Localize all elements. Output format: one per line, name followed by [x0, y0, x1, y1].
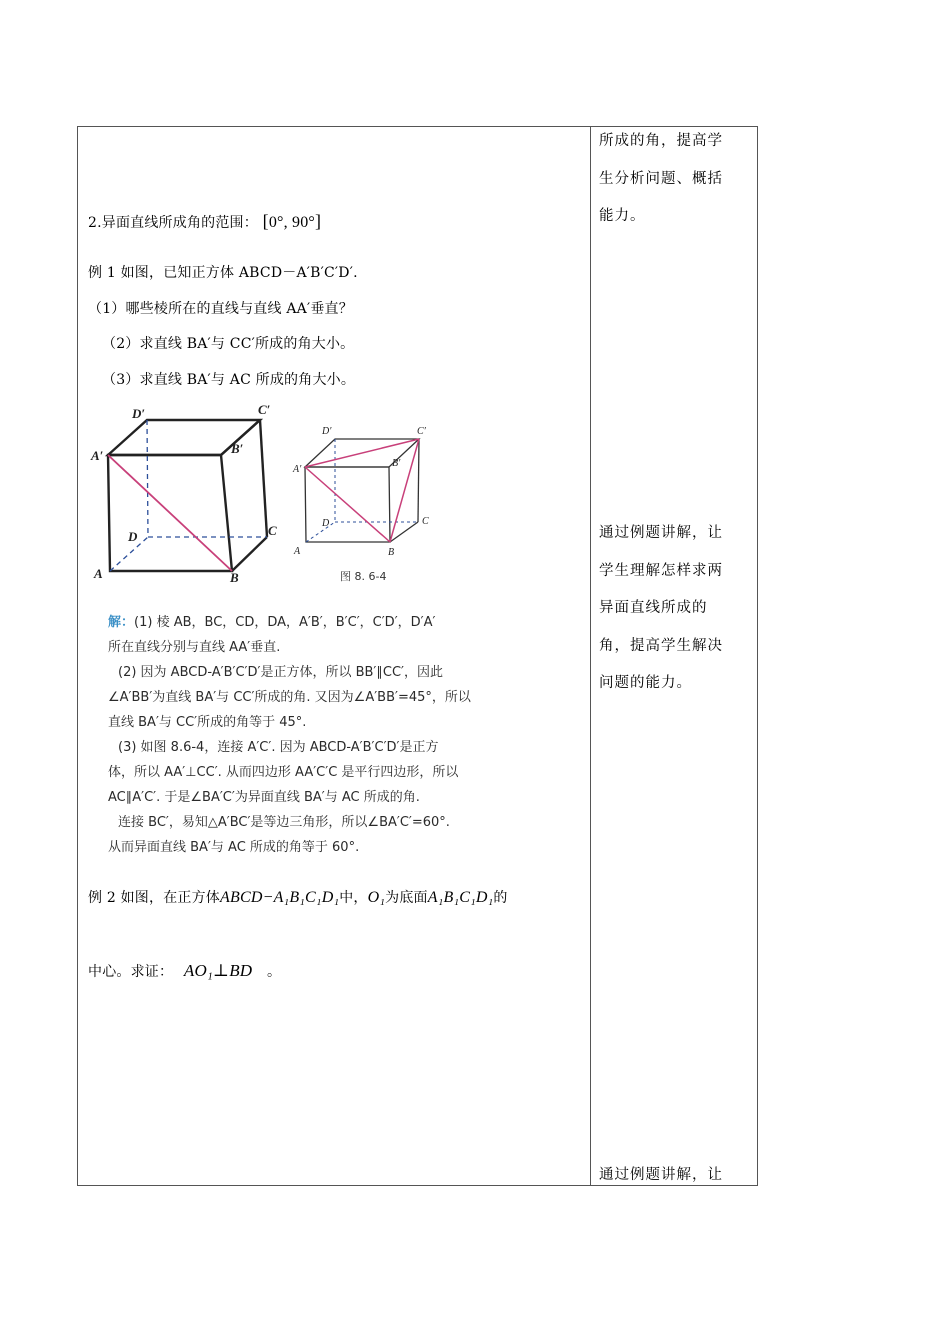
small-label-b-prime: B′	[392, 458, 401, 469]
example2-center: O₁	[367, 889, 386, 906]
note-2-line-5: 问题的能力。	[599, 675, 692, 691]
content-column	[78, 127, 590, 1185]
note-1-line-2: 生分析问题、概括	[599, 170, 723, 187]
small-label-c: C	[422, 516, 429, 527]
small-diagonal-ba	[305, 467, 390, 542]
note-1-line-3: 能力。	[599, 208, 646, 224]
example1-question-3: （3）求直线 BA′与 AC 所成的角大小。	[102, 372, 356, 388]
example2-end: 。	[266, 964, 282, 980]
solution-line-7: 体，所以 AA′⊥CC′. 从而四边形 AA′C′C 是平行四边形，所以	[108, 765, 459, 780]
small-label-b: B	[388, 547, 395, 558]
note-1-line-1: 所成的角，提高学	[599, 133, 723, 149]
notes-column	[591, 127, 757, 1185]
note-3	[599, 1157, 749, 1195]
example1-question-1: （1）哪些棱所在的直线与直线 AA′垂直？	[88, 301, 353, 317]
small-label-d-prime: D′	[322, 426, 332, 437]
label-b: B	[230, 570, 239, 585]
cube-figure	[88, 402, 438, 592]
solution-line-6: (3) 如图 8.6-4，连接 A′C′. 因为 ABCD-A′B′C′D′是正方	[118, 740, 439, 755]
note-1	[599, 123, 749, 236]
dashed-edge-dd	[147, 420, 148, 537]
small-label-d: D	[322, 518, 330, 529]
solution-line-2: 所在直线分别与直线 AA′垂直.	[108, 640, 281, 655]
solution-line-1	[108, 610, 516, 635]
note-2-line-1: 通过例题讲解，让	[599, 525, 723, 541]
solution-key: 解：	[108, 615, 135, 630]
example2-line2-prefix: 中心。求证：	[88, 964, 174, 980]
example2-prefix: 例 2 如图，在正方体	[88, 890, 221, 906]
example2-cube: ABCD−A₁B₁C₁D₁	[220, 889, 340, 906]
solution-text-1: (1) 棱 AB，BC，CD，DA，A′B′，B′C′，C′D′，D′A′	[134, 615, 436, 630]
range-line	[88, 211, 321, 232]
example2-line-2	[88, 961, 281, 981]
lesson-table	[77, 126, 758, 1186]
example1-question-2: （2）求直线 BA′与 CC′所成的角大小。	[102, 336, 355, 352]
diagonal-ba	[108, 455, 232, 571]
note-2	[599, 515, 749, 703]
example1-intro: 例 1 如图，已知正方体 ABCD－A′B′C′D′.	[88, 265, 358, 281]
label-c-prime: C′	[258, 402, 271, 417]
label-d: D	[128, 529, 138, 544]
small-label-a-prime: A′	[293, 464, 302, 475]
label-a-prime: A′	[91, 448, 104, 463]
solution-line-9: 连接 BC′，易知△A′BC′是等边三角形，所以∠BA′C′=60°.	[118, 815, 450, 830]
example2-base: A₁B₁C₁D₁	[427, 889, 494, 906]
solution-block	[108, 610, 516, 860]
label-b-prime: B′	[231, 441, 244, 456]
label-a: A	[94, 566, 103, 581]
solution-line-4: ∠A′BB′为直线 BA′与 CC′所成的角. 又因为∠A′BB′=45°，所以	[108, 690, 471, 705]
label-d-prime: D′	[132, 406, 146, 421]
range-label: 2.异面直线所成角的范围：	[88, 215, 258, 231]
label-c: C	[268, 523, 277, 538]
small-diagonal-bc	[390, 439, 419, 542]
figure-caption: 图 8. 6-4	[340, 570, 387, 583]
note-2-line-4: 角，提高学生解决	[599, 637, 723, 654]
note-2-line-3: 异面直线所成的	[599, 600, 708, 616]
example2-line-1	[88, 887, 508, 907]
range-open-bracket: [	[262, 211, 269, 231]
example2-mid: 中，	[339, 890, 368, 906]
small-label-a: A	[294, 546, 301, 557]
note-3-line-1: 通过例题讲解，让	[599, 1167, 723, 1183]
example2-base-label: 为底面	[385, 890, 428, 906]
example2-suffix: 的	[493, 890, 508, 906]
range-close-bracket: ]	[315, 211, 322, 231]
note-2-line-2: 学生理解怎样求两	[599, 562, 723, 579]
solution-line-3: (2) 因为 ABCD-A′B′C′D′是正方体，所以 BB′∥CC′，因此	[118, 665, 443, 680]
solution-line-5: 直线 BA′与 CC′所成的角等于 45°.	[108, 715, 307, 730]
solution-line-8: AC∥A′C′. 于是∠BA′C′为异面直线 BA′与 AC 所成的角.	[108, 790, 420, 805]
small-label-c-prime: C′	[417, 426, 426, 437]
small-diagonal-ac	[305, 439, 419, 467]
example2-claim: AO₁⊥BD	[183, 961, 253, 980]
solution-line-10: 从而异面直线 BA′与 AC 所成的角等于 60°.	[108, 840, 360, 855]
range-value: 0°, 90°	[268, 214, 316, 231]
